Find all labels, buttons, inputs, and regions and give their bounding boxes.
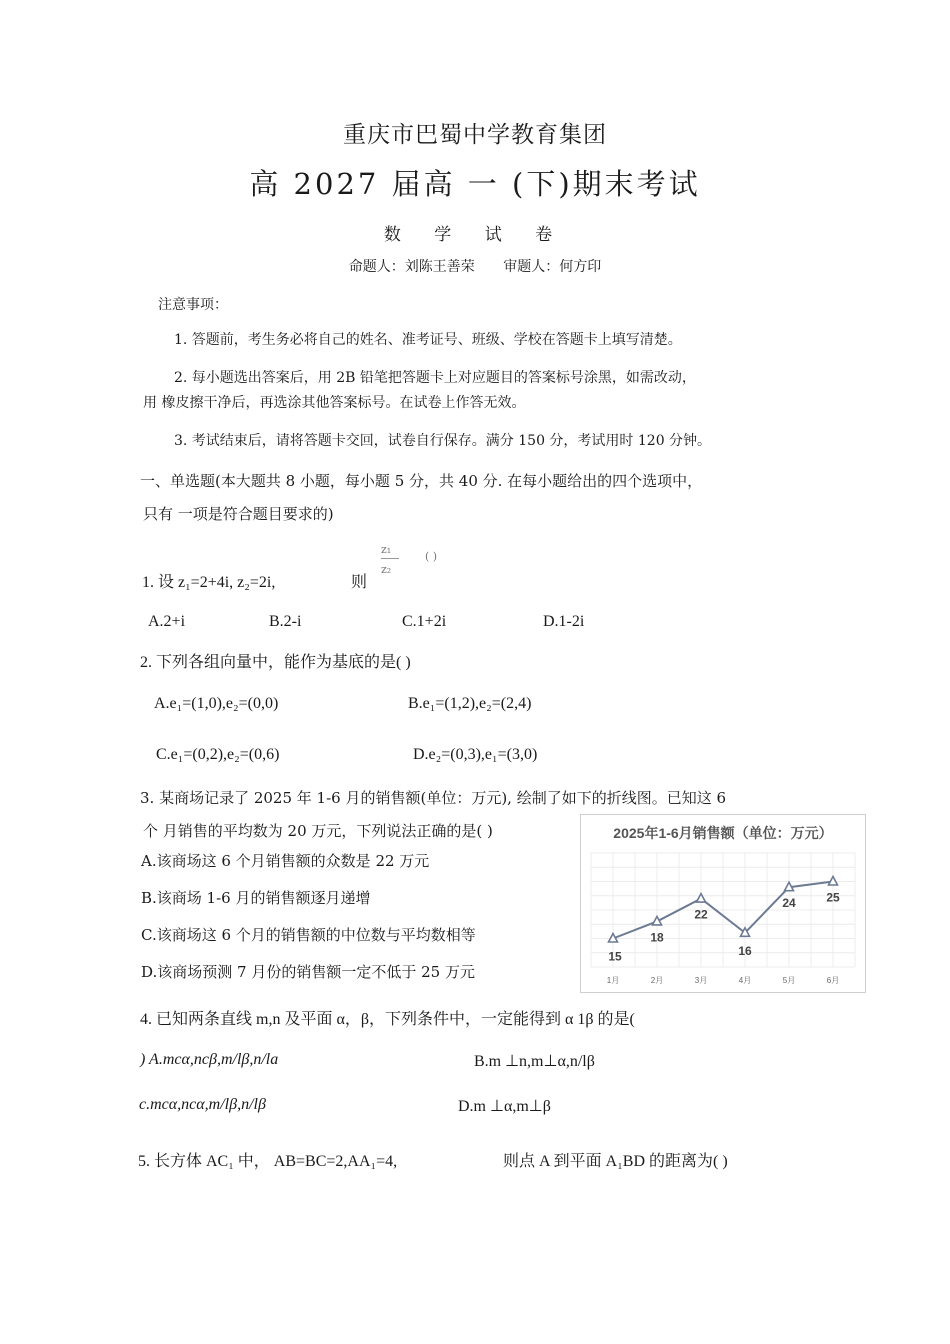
chart-data-label: 22	[694, 907, 708, 922]
q4-option-a: ) A.mcα,ncβ,m/lβ,n/la	[140, 1051, 279, 1068]
q3-stem-line1: 3. 某商场记录了 2025 年 1-6 月的销售额(单位：万元), 绘制了如下的折线图。已知这 6	[140, 789, 727, 807]
subject-title: 数 学 试 卷	[383, 225, 567, 245]
q1-option-c: C.1+2i	[402, 613, 447, 630]
chart-x-tick-label: 2月	[650, 976, 664, 985]
chart-svg	[581, 815, 865, 992]
q5-tail: 则点 A 到平面 A₁BD 的距离为( )	[503, 1153, 728, 1170]
exam-title: 高 2027 届高 一 (下)期末考试	[249, 167, 701, 201]
q1-fraction-bar	[381, 558, 399, 559]
q4-option-b: B.m ⊥n,m⊥α,n/lβ	[474, 1053, 595, 1070]
q4-option-d: D.m ⊥α,m⊥β	[458, 1098, 551, 1115]
chart-x-tick-label: 3月	[694, 976, 708, 985]
chart-data-label: 18	[650, 930, 664, 945]
chart-point	[785, 882, 794, 891]
section-heading: 一、单选题(本大题共 8 小题，每小题 5 分，共 40 分. 在每小题给出的四个选项中，	[140, 472, 703, 490]
chart-x-tick-label: 6月	[826, 976, 840, 985]
q2-stem: 2. 下列各组向量中，能作为基底的是( )	[140, 654, 411, 671]
q1-stem: 1. 设 z₁=2+4i, z₂=2i,	[142, 574, 276, 591]
q1-fraction-denominator: z₂	[381, 563, 392, 576]
notice-item-1: 1. 答题前，考生务必将自己的姓名、准考证号、班级、学校在答题卡上填写清楚。	[174, 332, 682, 348]
chart-point	[829, 877, 838, 886]
section-heading-cont: 只有 一项是符合题目要求的)	[143, 505, 334, 523]
notice-item-2: 2. 每小题选出答案后，用 2B 铅笔把答题卡上对应题目的答案标号涂黑，如需改动，	[174, 370, 696, 386]
chart-x-tick-label: 4月	[738, 976, 752, 985]
chart-grid	[591, 853, 855, 967]
q2-option-a: A.e₁=(1,0),e₂=(0,0)	[154, 695, 279, 712]
q3-option-b: B.该商场 1-6 月的销售额逐月递增	[141, 889, 371, 907]
q3-stem-line2: 个 月销售的平均数为 20 万元，下列说法正确的是( )	[143, 822, 493, 840]
chart-x-tick-label: 1月	[606, 976, 620, 985]
q4-option-c: c.mcα,ncα,m/lβ,n/lβ	[139, 1096, 266, 1113]
notice-item-2-cont: 用 橡皮擦干净后，再选涂其他答案标号。在试卷上作答无效。	[143, 395, 526, 411]
authors-line	[0, 256, 950, 276]
q2-option-c: C.e₁=(0,2),e₂=(0,6)	[156, 746, 280, 763]
q1-then: 则	[351, 574, 368, 591]
reviewer: 审题人：何方印	[503, 259, 602, 275]
sales-line-chart	[580, 814, 866, 993]
q3-option-c: C.该商场这 6 个月的销售额的中位数与平均数相等	[141, 926, 476, 944]
q1-option-b: B.2-i	[269, 613, 302, 630]
chart-title: 2025年1-6月销售额（单位：万元）	[613, 825, 833, 841]
q1-fraction-numerator: z₁	[381, 543, 392, 556]
notice-item-3: 3. 考试结束后，请将答题卡交回，试卷自行保存。满分 150 分，考试用时 120 分钟。	[174, 433, 712, 449]
q3-option-d: D.该商场预测 7 月份的销售额一定不低于 25 万元	[141, 963, 475, 981]
setter: 命题人：刘陈王善荣	[348, 259, 475, 275]
school-name: 重庆市巴蜀中学教育集团	[343, 122, 607, 148]
chart-data-label: 15	[608, 949, 622, 964]
q4-stem: 4. 已知两条直线 m,n 及平面 α，β，下列条件中，一定能得到 α 1β 的是(	[140, 1011, 635, 1028]
chart-data-label: 16	[738, 943, 752, 958]
chart-point	[697, 894, 706, 903]
q1-option-d: D.1-2i	[543, 613, 585, 630]
q1-option-a: A.2+i	[148, 613, 186, 630]
chart-x-ticks	[607, 976, 839, 985]
q5-stem: 5. 长方体 AC₁ 中， AB=BC=2,AA₁=4,	[138, 1153, 398, 1170]
q3-option-a: A.该商场这 6 个月销售额的众数是 22 万元	[141, 852, 430, 870]
chart-data-label: 25	[826, 890, 840, 905]
q2-option-d: D.e₂=(0,3),e₁=(3,0)	[413, 746, 538, 763]
chart-point	[653, 916, 662, 925]
chart-data-label: 24	[782, 896, 796, 911]
q2-option-b: B.e₁=(1,2),e₂=(2,4)	[408, 695, 532, 712]
q1-answer-paren: ( )	[425, 550, 438, 563]
chart-x-tick-label: 5月	[782, 976, 796, 985]
chart-point	[609, 934, 618, 943]
notice-heading: 注意事项：	[158, 297, 228, 313]
